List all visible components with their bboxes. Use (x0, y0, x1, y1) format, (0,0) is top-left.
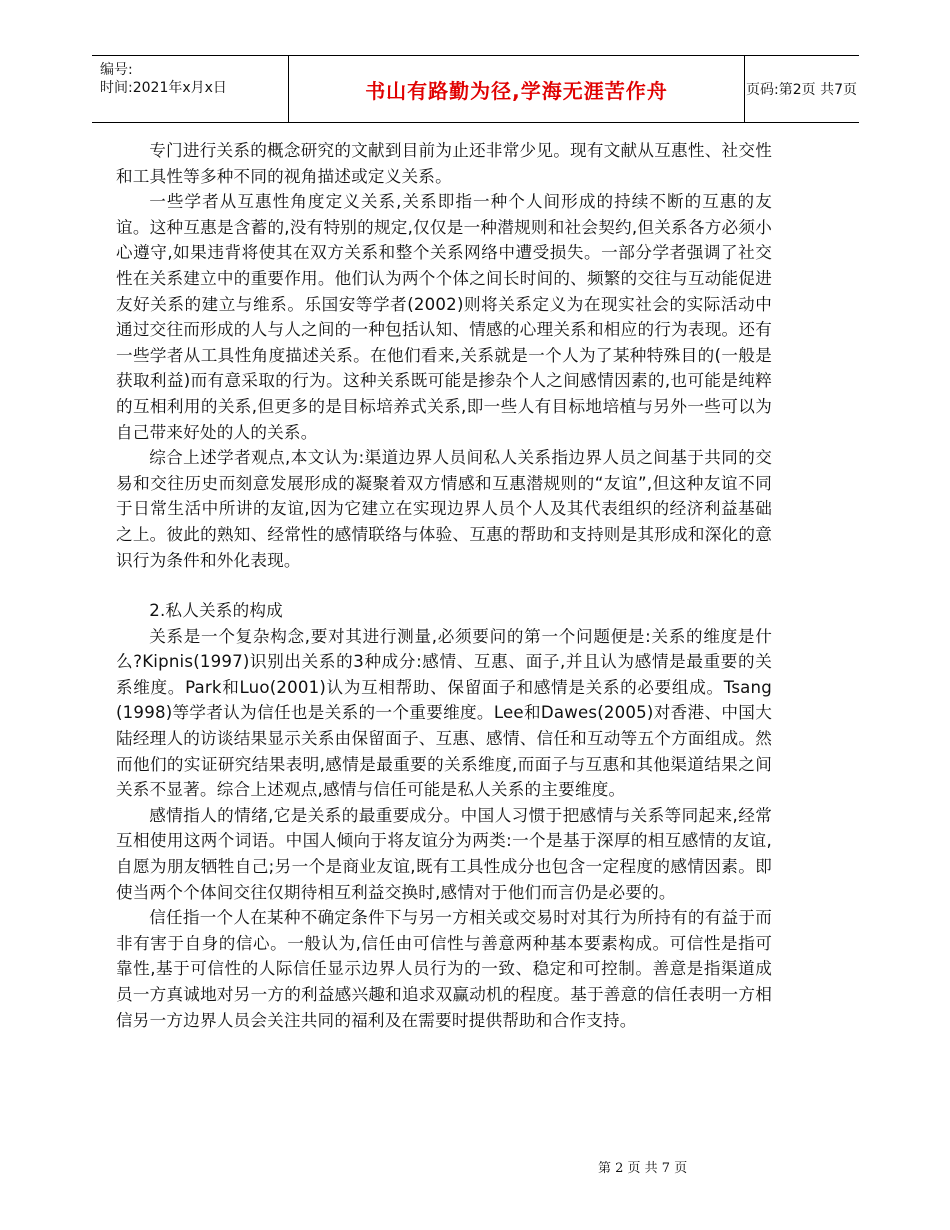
page-footer: 第 2 页 共 7 页 (598, 1161, 688, 1176)
page-header (92, 55, 859, 123)
paragraph-dimensions: 关系是一个复杂构念,要对其进行测量,必须要问的第一个问题便是:关系的维度是什么?Kipnis(1997)识别出关系的3种成分:感情、互惠、面子,并且认为感情是最重要的关系维度。Park和Luo(2001)认为互相帮助、保留面子和感情是关系的必要组成。Tsang (1998)等学者认为信任也是关系的一个重要维度。Lee和Dawes(2005)对香港、中国大陆经理人的访谈结果显示关系由保留面子、互惠、感情、信任和互动等五个方面组成。然而他们的实证研究结果表明,感情是最重要的关系维度,而面子与互惠和其他渠道结果之间关系不显著。综合上述观点,感情与信任可能是私人关系的主要维度。 (116, 626, 772, 800)
header-motto: 书山有路勤为径,学海无涯苦作舟 (365, 78, 668, 103)
section-spacer (116, 573, 772, 598)
paragraph-summary: 综合上述学者观点,本文认为:渠道边界人员间私人关系指边界人员之间基于共同的交易和交往历史而刻意发展形成的凝聚着双方情感和互惠潜规则的“友谊”,但这种友谊不同于日常生活中所讲的友谊,因为它建立在实现边界人员个人及其代表组织的经济利益基础之上。彼此的熟知、经常性的感情联络与体验、互惠的帮助和支持则是其形成和深化的意识行为条件和外化表现。 (116, 448, 772, 570)
document-time-label: 时间:2021年x月x日 (100, 80, 227, 96)
paragraph-affection: 感情指人的情绪,它是关系的最重要成分。中国人习惯于把感情与关系等同起来,经常互相使用这两个词语。中国人倾向于将友谊分为两类:一个是基于深厚的相互感情的友谊,自愿为朋友牺牲自己;另一个是商业友谊,既有工具性成分也包含一定程度的感情因素。即使当两个个体间交往仅期待相互利益交换时,感情对于他们而言仍是必要的。 (116, 805, 772, 902)
header-motto-cell (288, 56, 745, 122)
header-page-info: 页码:第2页 共7页 (746, 82, 857, 98)
paragraph-intro: 专门进行关系的概念研究的文献到目前为止还非常少见。现有文献从互惠性、社交性和工具性等多种不同的视角描述或定义关系。 (116, 141, 772, 186)
document-body (116, 138, 772, 1033)
document-number-label: 编号: (100, 62, 133, 78)
header-page-cell (744, 56, 859, 122)
paragraph-trust: 信任指一个人在某种不确定条件下与另一方相关或交易时对其行为所持有的有益于而非有害于自身的信心。一般认为,信任由可信性与善意两种基本要素构成。可信性是指可靠性,基于可信性的人际信任显示边界人员行为的一致、稳定和可控制。善意是指渠道成员一方真诚地对另一方的利益感兴趣和追求双赢动机的程度。基于善意的信任表明一方相信另一方边界人员会关注共同的福利及在需要时提供帮助和合作支持。 (116, 908, 772, 1030)
section-heading: 2.私人关系的构成 (149, 601, 283, 621)
paragraph-definitions: 一些学者从互惠性角度定义关系,关系即指一种个人间形成的持续不断的互惠的友谊。这种互惠是含蓄的,没有特别的规定,仅仅是一种潜规则和社会契约,但关系各方必须小心遵守,如果违背将使其在双方关系和整个关系网络中遭受损失。一部分学者强调了社交性在关系建立中的重要作用。他们认为两个个体之间长时间的、频繁的交往与互动能促进友好关系的建立与维系。乐国安等学者(2002)则将关系定义为在现实社会的实际活动中通过交往而形成的人与人之间的一种包括认知、情感的心理关系和相应的行为表现。还有一些学者从工具性角度描述关系。在他们看来,关系就是一个人为了某种特殊目的(一般是获取利益)而有意采取的行为。这种关系既可能是掺杂个人之间感情因素的,也可能是纯粹的互相利用的关系,但更多的是目标培养式关系,即一些人有目标地培植与另外一些可以为自己带来好处的人的关系。 (116, 192, 773, 442)
header-left-cell (92, 56, 288, 122)
